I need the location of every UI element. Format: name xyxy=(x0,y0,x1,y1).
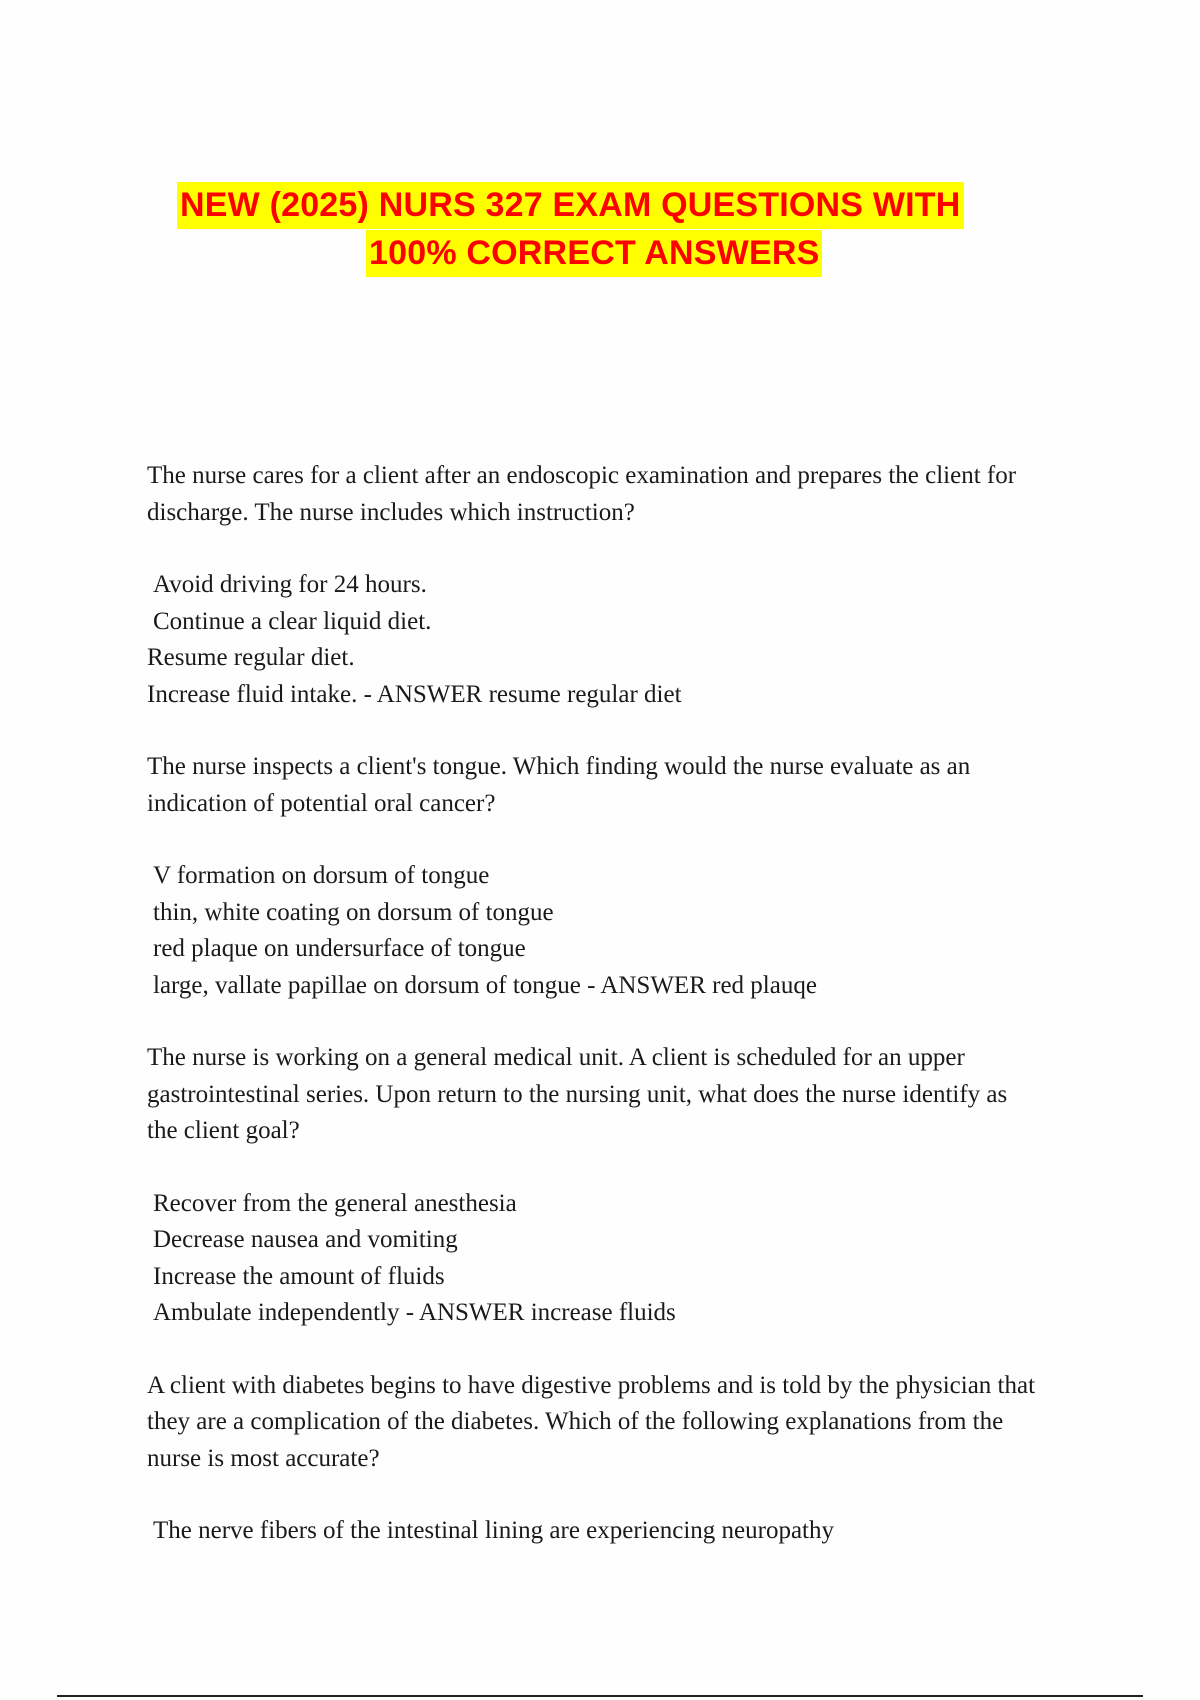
option-item: The nerve fibers of the intestinal lining are experiencing neuropathy xyxy=(153,1517,834,1544)
options-list xyxy=(147,858,1067,1004)
option-item-with-answer: Ambulate independently - ANSWER increase fluids xyxy=(153,1299,676,1326)
title-line-2: 100% CORRECT ANSWERS xyxy=(366,230,822,277)
option-item-with-answer: Increase fluid intake. - ANSWER resume regular diet xyxy=(147,680,682,708)
option-item: Continue a clear liquid diet. xyxy=(153,607,432,635)
option-item: Recover from the general anesthesia xyxy=(153,1189,517,1217)
page-bottom-rule xyxy=(57,1695,1143,1697)
options-list xyxy=(147,567,1067,713)
questions-list xyxy=(147,458,1067,1586)
option-item-with-answer: large, vallate papillae on dorsum of tongue - ANSWER red plauqe xyxy=(153,971,817,999)
option-item: Resume regular diet. xyxy=(147,644,355,671)
option-item: Avoid driving for 24 hours. xyxy=(153,571,427,598)
option-item: Decrease nausea and vomiting xyxy=(153,1226,458,1253)
title-line-1: NEW (2025) NURS 327 EXAM QUESTIONS WITH xyxy=(177,182,964,229)
option-item: V formation on dorsum of tongue xyxy=(153,862,490,889)
question-block-4 xyxy=(147,1368,1067,1550)
option-item: red plaque on undersurface of tongue xyxy=(153,935,526,962)
question-block-1 xyxy=(147,458,1067,713)
question-text: The nurse inspects a client's tongue. Which finding would the nurse evaluate as an indication of potential oral cancer? xyxy=(147,753,971,817)
options-list xyxy=(147,1513,1067,1550)
question-text: The nurse is working on a general medical unit. A client is scheduled for an upper gastrointestinal series. Upon return to the nursing unit, what does the nurse identify as the client goal? xyxy=(147,1044,1008,1144)
option-item: thin, white coating on dorsum of tongue xyxy=(153,898,554,926)
question-block-3 xyxy=(147,1040,1067,1332)
question-text: The nurse cares for a client after an endoscopic examination and prepares the client for discharge. The nurse includes which instruction? xyxy=(147,462,1017,526)
options-list xyxy=(147,1186,1067,1332)
question-block-2 xyxy=(147,749,1067,1004)
question-text: A client with diabetes begins to have digestive problems and is told by the physician that they are a complication of the diabetes. Which of the following explanations from the nurse is most accurate? xyxy=(147,1371,1036,1472)
option-item: Increase the amount of fluids xyxy=(153,1262,445,1290)
